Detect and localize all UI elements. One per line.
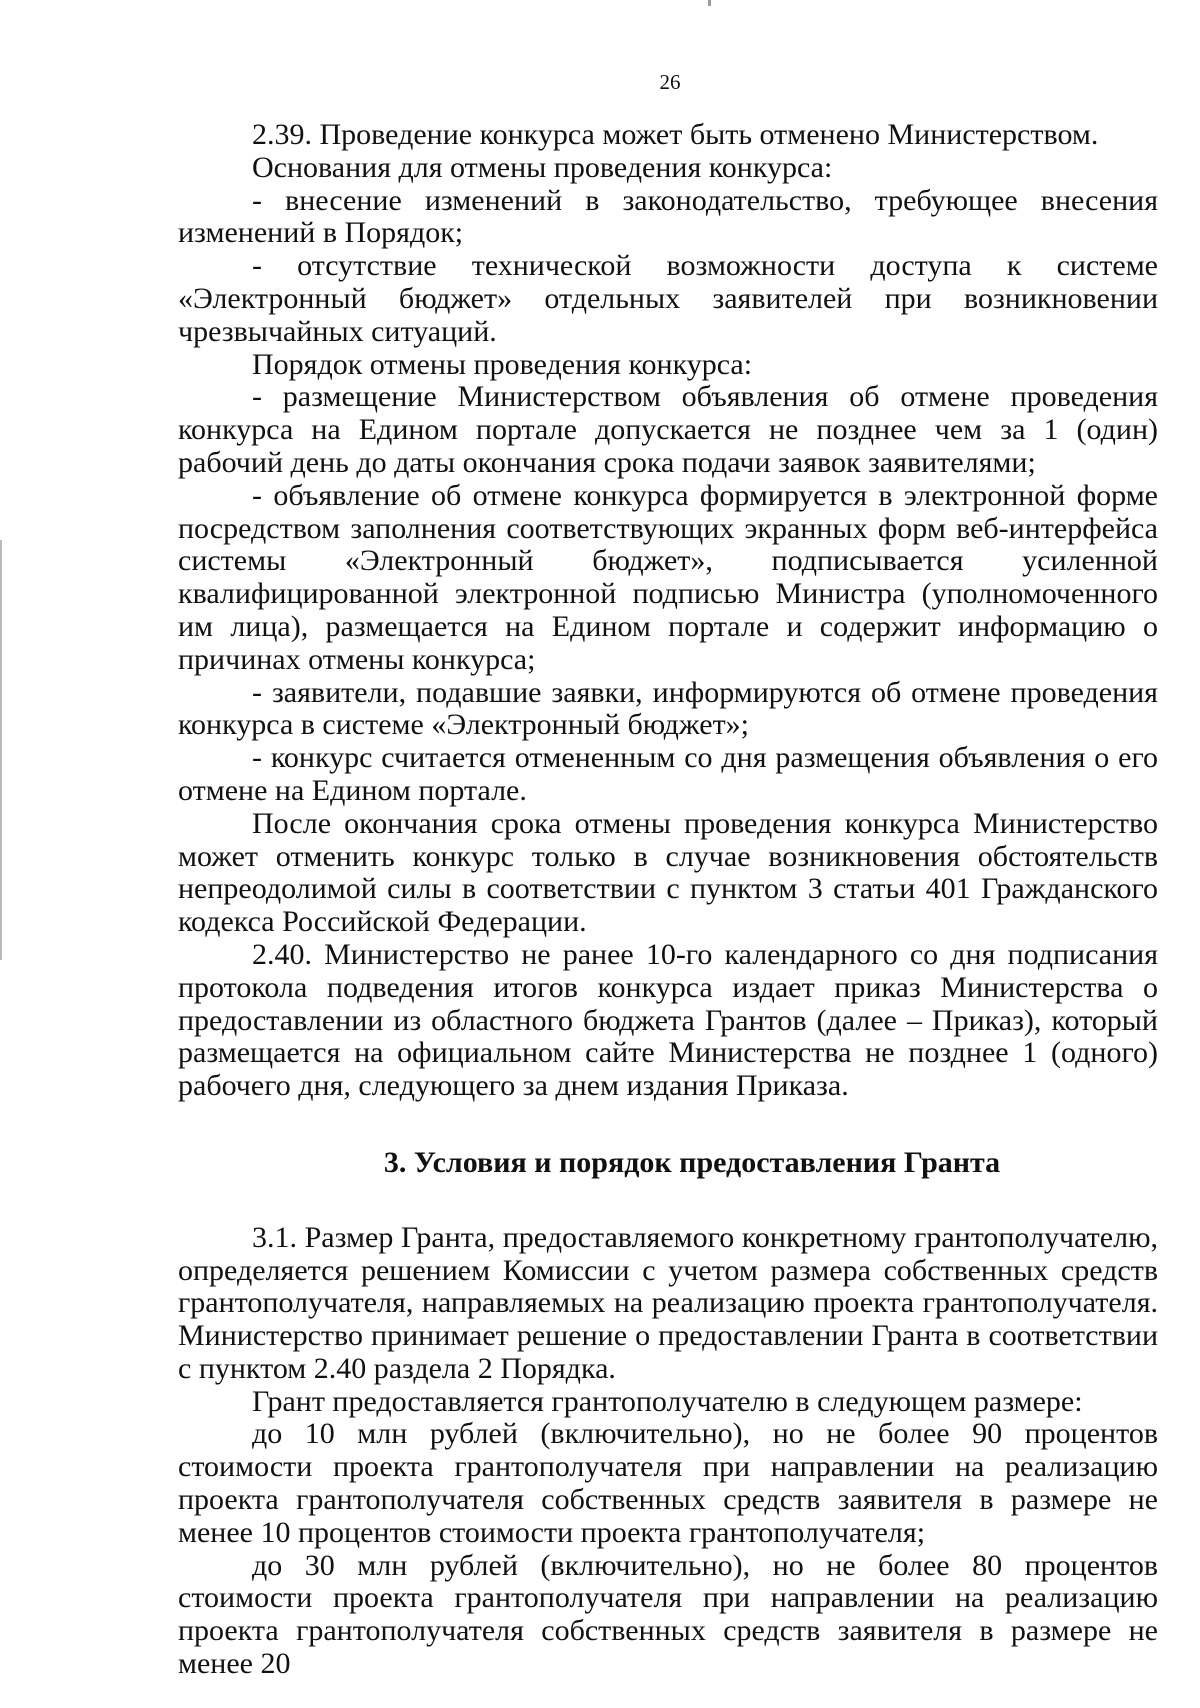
document-body [178, 119, 1158, 1681]
scan-mark [708, 0, 711, 6]
list-item-announcement-placement: - размещение Министерством объявления об отмене проведения конкурса на Едином портале допускается не позднее чем за 1 (один) рабочий день до даты окончания срока подачи заявок заявителями; [178, 380, 1158, 479]
list-item-electronic-form: - объявление об отмене конкурса формируется в электронной форме посредством заполнения соответствующих экранных форм веб-интерфейса системы «Электронный бюджет», подписывается усиленной квалифицированной электронной подписью Министра (уполномоченного им лица), размещается на Едином портале и содержит информацию о причинах отмены конкурса; [178, 478, 1158, 676]
scan-edge-line [0, 540, 2, 960]
list-item-grant-up-to-10m: до 10 млн рублей (включительно), но не более 90 процентов стоимости проекта грантополучателя при направлении на реализацию проекта грантополучателя собственных средств заявителя в размере не менее 10 процентов стоимости проекта грантополучателя; [178, 1417, 1158, 1549]
section-3-heading: 3. Условия и порядок предоставления Гранта [383, 1145, 1001, 1179]
paragraph-2-40: 2.40. Министерство не ранее 10-го календарного со дня подписания протокола подведения итогов конкурса издает приказ Министерства о предоставлении из областного бюджета Грантов (далее – Приказ), который размещается на официальном сайте Министерства не позднее 1 (одного) рабочего дня, следующего за днем издания Приказа. [178, 937, 1158, 1103]
list-item-no-technical-access: - отсутствие технической возможности доступа к системе «Электронный бюджет» отдельных заявителей при возникновении чрезвычайных ситуаций. [178, 249, 1158, 348]
paragraph-cancel-grounds-title: Основания для отмены проведения конкурса: [252, 150, 833, 184]
page-number: 26 [659, 70, 681, 94]
list-item-grant-up-to-30m: до 30 млн рублей (включительно), но не более 80 процентов стоимости проекта грантополучателя при направлении на реализацию проекта грантополучателя собственных средств заявителя в размере не менее 20 [178, 1548, 1158, 1681]
list-item-considered-cancelled: - конкурс считается отмененным со дня размещения объявления о его отмене на Едином портале. [178, 741, 1158, 807]
paragraph-3-1: 3.1. Размер Гранта, предоставляемого конкретному грантополучателю, определяется решением Комиссии с учетом размера собственных средств грантополучателя, направляемых на реализацию проекта грантополучателя. Министерство принимает решение о предоставлении Гранта в соответствии с пунктом 2.40 раздела 2 Порядка. [178, 1220, 1158, 1385]
paragraph-grant-size-intro: Грант предоставляется грантополучателю в следующем размере: [252, 1384, 1083, 1418]
list-item-applicants-informed: - заявители, подавшие заявки, информируются об отмене проведения конкурса в системе «Электронный бюджет»; [178, 675, 1158, 742]
list-item-legislation-change: - внесение изменений в законодательство, требующее внесения изменений в Порядок; [178, 183, 1158, 250]
paragraph-cancel-procedure-title: Порядок отмены проведения конкурса: [252, 347, 753, 381]
paragraph-force-majeure: После окончания срока отмены проведения конкурса Министерство может отменить конкурс только в случае возникновения обстоятельств непреодолимой силы в соответствии с пунктом 3 статьи 401 Гражданского кодекса Российской Федерации. [178, 806, 1158, 939]
paragraph-2-39: 2.39. Проведение конкурса может быть отменено Министерством. [252, 118, 1099, 151]
